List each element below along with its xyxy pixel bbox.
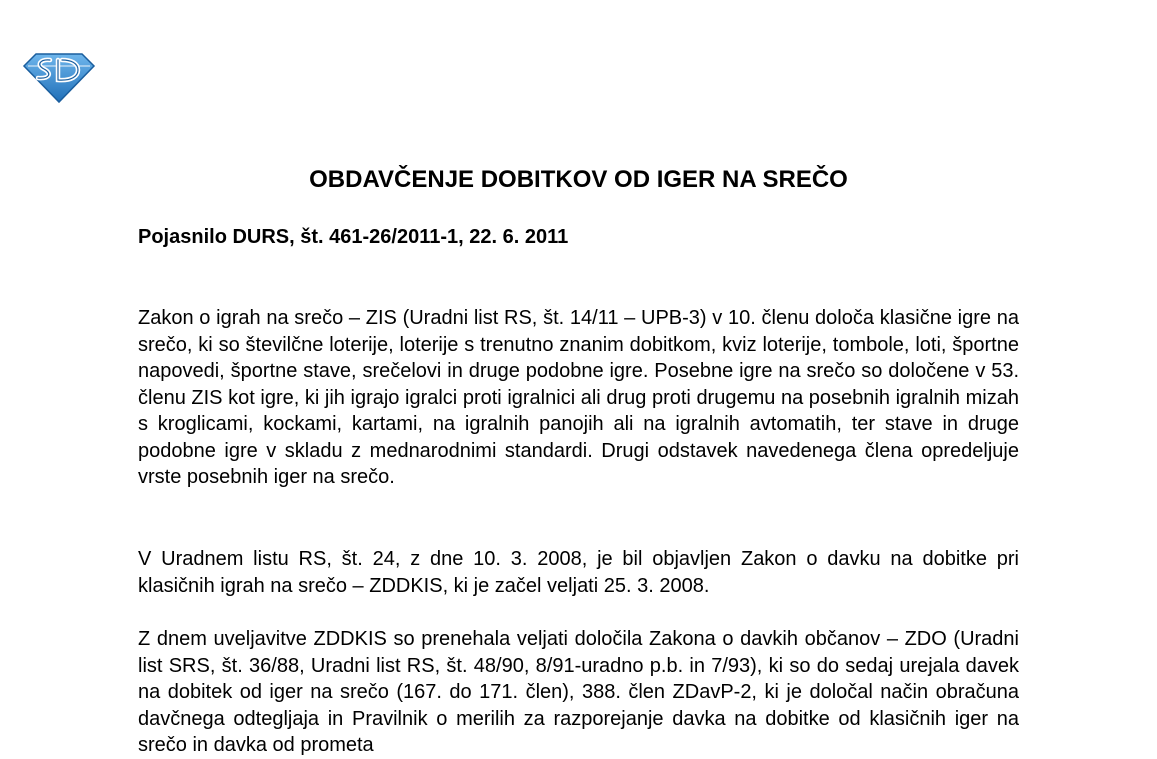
paragraph-1: Zakon o igrah na srečo – ZIS (Uradni list RS, št. 14/11 – UPB-3) v 10. členu določa klasične igre na srečo, ki so številčne loterije, loterije s trenutno znanim dobitkom, kviz loterije, tombole, loti, športne napovedi, športne stave, srečelovi in druge podobne igre. Posebne igre na srečo so določene v 53. členu ZIS kot igre, ki jih igrajo igralci proti igralnici ali drug proti drugemu na posebnih igralnih mizah s kroglicami, kockami, kartami, na igralnih panojih ali na igralnih avtomatih, ter stave in druge podobne igre v skladu z mednarodnimi standardi. Drugi odstavek navedenega člena opredeljuje vrste posebnih iger na srečo. [138, 307, 1019, 488]
document-title: OBDAVČENJE DOBITKOV OD IGER NA SREČO [309, 166, 848, 193]
sd-logo-icon [22, 50, 96, 104]
paragraph-3: Z dnem uveljavitve ZDDKIS so prenehala veljati določila Zakona o davkih občanov – ZDO (Uradni list SRS, št. 36/88, Uradni list RS, št. 48/90, 8/91-uradno p.b. in 7/93), ki so do sedaj urejala davek na dobitek od iger na srečo (167. do 171. člen), 388. člen ZDavP-2, ki je določal način obračuna davčnega odtegljaja in Pravilnik o merilih za razporejanje davka na dobitke od klasičnih iger na srečo in davka od prometa [138, 628, 1019, 756]
document-subtitle: Pojasnilo DURS, št. 461-26/2011-1, 22. 6. 2011 [138, 226, 569, 248]
paragraph-2: V Uradnem listu RS, št. 24, z dne 10. 3. 2008, je bil objavljen Zakon o davku na dobitke pri klasičnih igrah na srečo – ZDDKIS, ki je začel veljati 25. 3. 2008. [138, 548, 1019, 597]
